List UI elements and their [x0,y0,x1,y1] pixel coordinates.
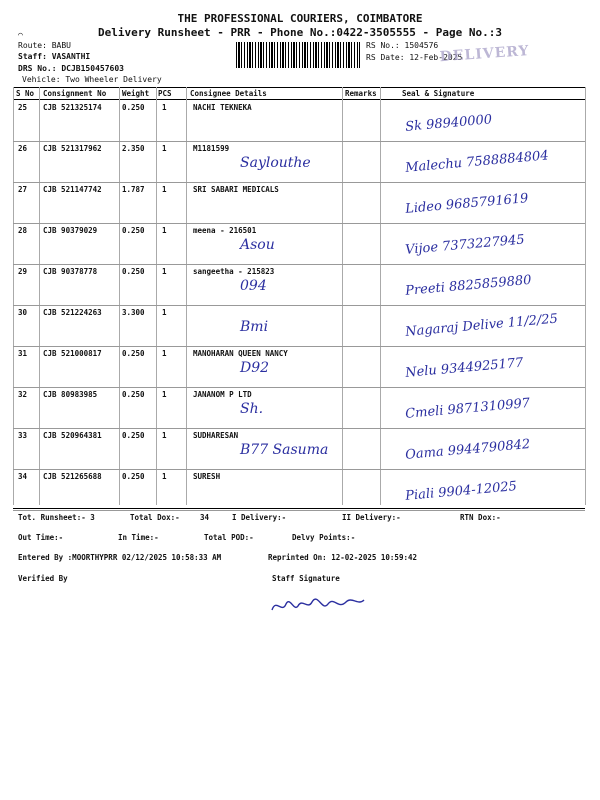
row-sno: 26 [18,144,28,153]
delivery-stamp: DELIVERY [439,42,531,66]
row-pcs: 1 [162,431,167,440]
row-pcs: 1 [162,103,167,112]
row-weight: 2.350 [122,144,145,153]
company-title: THE PROFESSIONAL COURIERS, COIMBATORE [177,12,423,25]
row-consignment: CJB 521325174 [43,103,102,112]
in-time: In Time:- [118,533,159,542]
row-divider [13,305,585,306]
row-sno: 27 [18,185,28,194]
row-consignee: SUDHARESAN [193,431,239,440]
table-bottom-rule [13,508,585,509]
handwritten-note: 094 [240,278,267,294]
runsheet-subtitle: Delivery Runsheet - PRR - Phone No.:0422-3505555 - Page No.:3 [98,26,502,39]
row-sno: 31 [18,349,28,358]
reprinted-on: Reprinted On: 12-02-2025 10:59:42 [268,553,418,562]
row-consignee: SRI SABARI MEDICALS [193,185,279,194]
row-consignee: sangeetha - 215823 [193,267,275,276]
delvy-points: Delvy Points:- [292,533,356,542]
row-pcs: 1 [162,472,167,481]
col-header-sno: S No [16,89,35,98]
row-divider [13,182,585,183]
seal-signature: Oama 9944790842 [404,436,531,463]
row-pcs: 1 [162,267,167,276]
rs-number: RS No.: 1504576 [366,41,439,50]
scribble-mark: ⌒ [18,30,23,39]
row-weight: 1.787 [122,185,145,194]
row-sno: 32 [18,390,28,399]
row-weight: 0.250 [122,431,145,440]
row-sno: 33 [18,431,28,440]
ii-delivery: II Delivery:- [342,513,401,522]
col-header-pcs: PCS [158,89,172,98]
row-sno: 29 [18,267,28,276]
verified-by: Verified By [18,574,68,583]
row-sno: 34 [18,472,28,481]
col-divider [186,87,187,505]
table-header-rule [13,99,585,100]
col-divider [39,87,40,505]
row-consignment: CJB 521000817 [43,349,102,358]
col-divider [380,87,381,505]
seal-signature: Nagaraj Delive 11/2/25 [404,311,559,340]
seal-signature: Piali 9904-12025 [404,479,518,504]
row-consignment: CJB 521317962 [43,144,102,153]
row-sno: 28 [18,226,28,235]
row-pcs: 1 [162,185,167,194]
row-weight: 0.250 [122,390,145,399]
row-divider [13,510,585,511]
row-divider [13,469,585,470]
col-header-seal: Seal & Signature [402,89,475,98]
handwritten-note: Bmi [240,319,269,335]
row-consignment: CJB 521265688 [43,472,102,481]
row-divider [13,264,585,265]
seal-signature: Malechu 7588884804 [404,148,550,176]
row-consignee: M1181599 [193,144,230,153]
row-weight: 0.250 [122,226,145,235]
total-pod: Total POD:- [204,533,254,542]
row-consignment: CJB 521147742 [43,185,102,194]
i-delivery: I Delivery:- [232,513,287,522]
row-weight: 0.250 [122,349,145,358]
row-weight: 0.250 [122,103,145,112]
seal-signature: Cmeli 9871310997 [404,395,531,422]
col-header-consignment: Consignment No [43,89,107,98]
row-weight: 0.250 [122,472,145,481]
row-pcs: 1 [162,390,167,399]
row-weight: 3.300 [122,308,145,317]
row-divider [13,387,585,388]
col-divider [342,87,343,505]
col-divider [13,87,14,505]
handwritten-note: Asou [240,237,275,253]
row-pcs: 1 [162,226,167,235]
handwritten-note: Saylouthe [240,155,311,171]
tot-runsheet: Tot. Runsheet:- 3 [18,513,95,522]
row-consignee: meena - 216501 [193,226,257,235]
row-pcs: 1 [162,308,167,317]
col-header-consignee: Consignee Details [190,89,267,98]
row-consignee: SURESH [193,472,221,481]
seal-signature: Lideo 9685791619 [404,191,530,217]
col-divider [585,87,586,505]
drs-number: DRS No.: DCJB150457603 [18,64,124,73]
staff-signature-label: Staff Signature [272,574,340,583]
row-consignee: MANOHARAN QUEEN NANCY [193,349,288,358]
staff-label: Staff: VASANTHI [18,52,91,61]
row-consignee: JANANOM P LTD [193,390,252,399]
row-divider [13,346,585,347]
row-divider [13,141,585,142]
seal-signature: Vijoe 7373227945 [404,232,526,258]
entered-by: Entered By :MOORTHYPRR 02/12/2025 10:58:33 AM [18,553,222,562]
row-consignment: CJB 80983985 [43,390,98,399]
total-dox-label: Total Dox:- [130,513,180,522]
row-consignee: NACHI TEKNEKA [193,103,252,112]
row-consignment: CJB 521224263 [43,308,102,317]
row-divider [13,428,585,429]
handwritten-note: Sh. [240,401,264,417]
row-consignment: CJB 90378778 [43,267,98,276]
col-header-weight: Weight [122,89,150,98]
seal-signature: Sk 98940000 [404,112,493,135]
out-time: Out Time:- [18,533,64,542]
row-divider [13,223,585,224]
route-label: Route: BABU [18,41,71,50]
total-dox-value: 34 [200,513,210,522]
row-sno: 25 [18,103,28,112]
seal-signature: Preeti 8825859880 [404,272,533,299]
row-pcs: 1 [162,144,167,153]
col-divider [119,87,120,505]
seal-signature: Nelu 9344925177 [404,355,524,381]
rtn-dox: RTN Dox:- [460,513,501,522]
barcode [236,42,360,68]
col-header-remarks: Remarks [345,89,377,98]
row-weight: 0.250 [122,267,145,276]
col-divider [156,87,157,505]
row-pcs: 1 [162,349,167,358]
handwritten-note: D92 [240,360,270,376]
row-consignment: CJB 520964381 [43,431,102,440]
table-top-rule [13,87,585,88]
handwritten-note: B77 Sasuma [240,442,329,458]
vehicle-label: Vehicle: Two Wheeler Delivery [22,75,162,84]
row-consignment: CJB 90379029 [43,226,98,235]
rs-date: RS Date: 12-Feb-2025 [366,53,463,62]
staff-signature [268,588,368,620]
row-sno: 30 [18,308,28,317]
